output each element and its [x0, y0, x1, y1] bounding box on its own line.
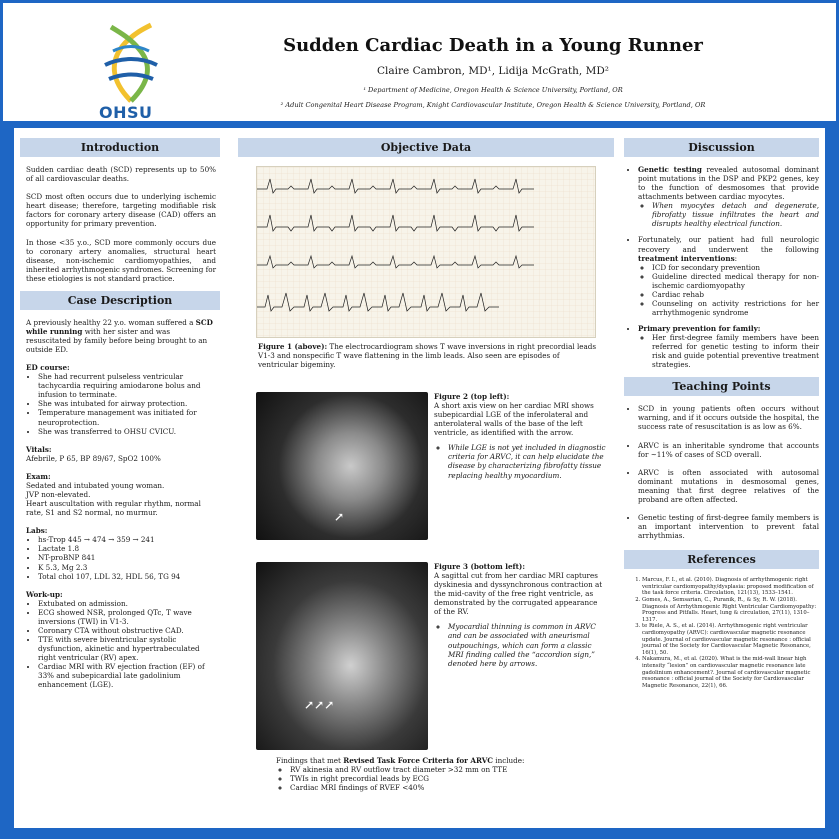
bold-text: Genetic testing [638, 165, 702, 174]
case-intro-text: with her sister and was resuscitated by family before being brought to an outside ED. [26, 326, 208, 354]
ohsu-helix-icon [91, 21, 171, 103]
list-item: • Genetic testing of first-degree family members is an important intervention to prevent fatal arrhythmias. [638, 513, 819, 540]
labs-list [26, 535, 216, 580]
body-text: : [734, 253, 738, 263]
ed-list [26, 372, 216, 435]
poster-body [14, 128, 825, 828]
references-heading: References [624, 550, 819, 569]
vitals-text: Afebrile, P 65, BP 89/67, SpO2 100% [26, 453, 161, 463]
list-item: • hs-Trop 445 → 474 → 359 → 241 [38, 535, 216, 544]
bold-text: treatment interventions [638, 253, 735, 263]
left-column [14, 138, 226, 689]
list-item [638, 324, 819, 369]
intro-paragraph: Sudden cardiac death (SCD) represents up to 50% of all cardiovascular deaths. [26, 165, 216, 184]
criteria-intro [276, 756, 596, 765]
mri-sagittal-image [256, 562, 428, 750]
list-item: • Cardiac MRI with RV ejection fraction (EF) of 33% and subepicardial late gadolinium enhancement (LGE). [38, 662, 216, 689]
exam-label: Exam: [26, 471, 51, 481]
criteria-block [276, 756, 596, 792]
teaching-body [626, 404, 819, 540]
list-item [638, 165, 819, 228]
body-text: revealed autosomal dominant point mutations in the DSP and PKP2 genes, key to the function of desmosomes that provide attachments between cardiac myocytes. [638, 165, 819, 202]
case-intro-bold: SCD while running [26, 317, 213, 336]
list-item: ◦ ICD for secondary prevention [652, 263, 819, 272]
ecg-figure [256, 166, 596, 338]
list-item: ◦ RV akinesia and RV outflow tract diameter >32 mm on TTE [290, 765, 596, 774]
case-intro [26, 318, 216, 354]
list-item: • TTE with severe biventricular systolic dysfunction, akinetic and hypertrabeculated right ventricular (RV) apex. [38, 635, 216, 662]
teaching-list [626, 404, 819, 540]
list-item: • Temperature management was initiated for neuroprotection. [38, 408, 216, 426]
objective-heading: Objective Data [238, 138, 614, 157]
criteria-bold: Revised Task Force Criteria for ARVC [343, 756, 494, 765]
affiliation-2: ² Adult Congenital Heart Disease Program, Knight Cardiovascular Institute, Oregon Health & Science University, Portland, OR [280, 101, 706, 109]
bold-text: Primary prevention for family: [638, 324, 761, 333]
figure1-label: Figure 1 (above): [258, 342, 328, 351]
figure1-text: The electrocardiogram shows T wave inversions in right precordial leads V1-3 and nonspecific T wave flattening in the limb leads. Also seen are episodes of ventricular bigeminy. [258, 342, 597, 370]
ed-label: ED course: [26, 363, 70, 373]
affiliation-1: ¹ Department of Medicine, Oregon Health & Science University, Portland, OR [363, 86, 623, 94]
arrow-icon: ↗ [334, 510, 345, 524]
intro-paragraph: SCD most often occurs due to underlying ischemic heart disease; therefore, targeting modifiable risk factors for coronary artery disease (CAD) offers an opportunity for primary prevention. [26, 192, 216, 229]
introduction-heading: Introduction [20, 138, 220, 157]
reference-item: 3. te Riele, A. S., et al. (2014). Arrhythmogenic right ventricular cardiomyopathy (ARVC): cardiovascular magnetic resonance update. Journal of cardiovascular magnetic resonance : official journal of the Society for Cardiovascular Magnetic Resonance, 16(1), 50. [642, 623, 819, 656]
discussion-list [626, 165, 819, 369]
figure2-caption [434, 392, 606, 480]
list-item: ◦ Counseling on activity restrictions for her arrhythmogenic syndrome [652, 299, 819, 317]
list-item: ◦ Her first-degree family members have been referred for genetic testing to inform their risk and guide potential preventive treatment strategies. [652, 333, 819, 369]
case-body [26, 318, 216, 690]
teaching-heading: Teaching Points [624, 377, 819, 396]
authors: Claire Cambron, MD¹, Lidija McGrath, MD² [377, 65, 609, 77]
workup-label: Work-up: [26, 589, 63, 599]
list-item: • Total chol 107, LDL 32, HDL 56, TG 94 [38, 572, 216, 581]
figure3-caption [434, 562, 606, 668]
list-item [638, 235, 819, 317]
list-item: • ECG showed NSR, prolonged QTc, T wave inversions (TWI) in V1-3. [38, 608, 216, 626]
labs-label: Labs: [26, 526, 48, 536]
list-item: ◦ Myocardial thinning is common in ARVC and can be associated with aneurismal outpouchings, which can form a classic MRI finding called the “accordion sign,” denoted here by arrows. [448, 622, 606, 667]
sub-list [638, 201, 819, 228]
list-item: ◦ Cardiac rehab [652, 290, 819, 299]
arrow-icon: ↗↗↗ [304, 698, 335, 712]
figure3-notes [434, 622, 606, 667]
logo-wordmark: OHSU [99, 103, 153, 122]
list-item: • Extubated on admission. [38, 599, 216, 608]
criteria-text: include: [493, 756, 525, 765]
sub-list [638, 263, 819, 317]
figure3-label: Figure 3 (bottom left): [434, 562, 525, 571]
body-text: Fortunately, our patient had full neurologic recovery and underwent the following [638, 235, 819, 254]
list-item: • SCD in young patients often occurs without warning, and if it occurs outside the hospital, the success rate of resuscitation is as low as 6%. [638, 404, 819, 431]
right-column [618, 138, 825, 689]
sub-list [638, 333, 819, 369]
list-item: ◦ Guideline directed medical therapy for non-ischemic cardiomyopathy [652, 272, 819, 290]
figure2-text: A short axis view on her cardiac MRI shows subepicardial LGE of the inferolateral and anterolateral walls of the base of the left ventricle, as identified with the arrow. [434, 401, 594, 438]
poster-title: Sudden Cardiac Death in a Young Runner [283, 35, 703, 56]
figure3-text: A sagittal cut from her cardiac MRI captures dyskinesia and dyssynchronous contraction at the mid-cavity of the free right ventricle, as demonstrated by the corrugated appearance of the RV. [434, 571, 603, 617]
exam-line: Heart auscultation with regular rhythm, normal rate, S1 and S2 normal, no murmur. [26, 499, 201, 518]
discussion-body [626, 165, 819, 369]
list-item: ◦ Cardiac MRI findings of RVEF <40% [290, 783, 596, 792]
ecg-trace-icon [257, 167, 595, 337]
case-intro-text: A previously healthy 22 y.o. woman suffered a [26, 317, 196, 327]
exam-line: JVP non-elevated. [26, 490, 91, 499]
figure2-label: Figure 2 (top left): [434, 392, 510, 401]
list-item: • ARVC is an inheritable syndrome that accounts for ~11% of cases of SCD overall. [638, 441, 819, 459]
list-item: • ARVC is often associated with autosomal dominant mutations in desmosomal genes, meaning that first degree relatives of the proband are often affected. [638, 468, 819, 504]
references-list [642, 577, 819, 689]
discussion-heading: Discussion [624, 138, 819, 157]
reference-item: 4. Nakamura, M., et al. (2020). What is the mid-wall linear high intensity “lesion” on cardiovascular magnetic resonance late gadolinium enhancement?. Journal of cardiovascular magnetic resonance : official journal of the Society for Cardiovascular Magnetic Resonance, 22(1), 66. [642, 656, 819, 689]
list-item: • Coronary CTA without obstructive CAD. [38, 626, 216, 635]
reference-item: 2. Gomes, A., Semsarian, C., Puranik, R., & Sy, R. W. (2018). Diagnosis of Arrhythmogenic Right Ventricular Cardiomyopathy: Progress and Pitfalls. Heart, lung & circulation, 27(11), 1310–1317. [642, 597, 819, 623]
list-item: • K 5.3, Mg 2.3 [38, 563, 216, 572]
list-item: • She was intubated for airway protection. [38, 399, 216, 408]
intro-paragraph: In those <35 y.o., SCD more commonly occurs due to coronary artery anomalies, structural heart disease, non-ischemic cardiomyopathies, and inherited arrhythmogenic syndromes. Screening for these etiologies is not standard practice. [26, 237, 216, 283]
list-item: • She was transferred to OHSU CVICU. [38, 427, 216, 436]
figure2-notes [434, 443, 606, 479]
list-item: • NT-proBNP 841 [38, 553, 216, 562]
list-item: ◦ TWIs in right precordial leads by ECG [290, 774, 596, 783]
criteria-text: Findings that met [276, 756, 344, 765]
criteria-list [276, 765, 596, 792]
ohsu-logo [91, 21, 171, 121]
introduction-body [26, 165, 216, 283]
figure1-caption [258, 342, 598, 369]
reference-item: 1. Marcus, F. I., et al. (2010). Diagnosis of arrhythmogenic right ventricular cardiomyopathy/dysplasia: proposed modification of the task force criteria. Circulation, 121(13), 1533–1541. [642, 577, 819, 597]
exam-line: Sedated and intubated young woman. [26, 480, 165, 490]
list-item: • Lactate 1.8 [38, 544, 216, 553]
workup-list [26, 599, 216, 690]
middle-column [236, 138, 616, 828]
vitals-label: Vitals: [26, 444, 52, 454]
poster-header [3, 3, 836, 121]
list-item: ◦ When myocytes detach and degenerate, fibrofatty tissue infiltrates the heart and disrupts healthy electrical function. [652, 201, 819, 228]
list-item: ◦ While LGE is not yet included in diagnostic criteria for ARVC, it can help elucidate the disease by characterizing fibrofatty tissue replacing healthy myocardium. [448, 443, 606, 479]
case-heading: Case Description [20, 291, 220, 310]
list-item: • She had recurrent pulseless ventricular tachycardia requiring amiodarone bolus and infusion to terminate. [38, 372, 216, 399]
mri-short-axis-image [256, 392, 428, 540]
